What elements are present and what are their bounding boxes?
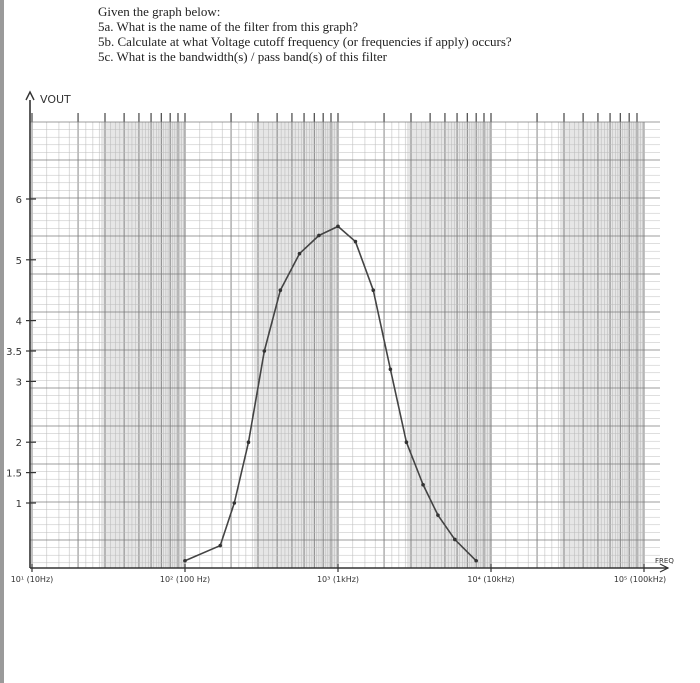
- data-point: [336, 225, 340, 229]
- x-tick-label: 10⁴ (10kHz): [467, 575, 515, 584]
- data-point: [453, 538, 457, 542]
- x-axis-label: FREQ: [655, 557, 674, 565]
- y-tick-label: 4: [15, 316, 22, 328]
- x-tick-label: 10³ (1kHz): [316, 575, 360, 584]
- data-point: [371, 288, 375, 292]
- data-point: [218, 544, 222, 548]
- question-5a: 5a. What is the name of the filter from this graph?: [98, 19, 359, 34]
- data-point: [389, 367, 393, 371]
- data-point: [405, 440, 409, 444]
- question-5c: 5c. What is the bandwidth(s) / pass band(s) of this filter: [98, 49, 387, 64]
- data-point: [263, 349, 267, 353]
- y-tick-label: 6: [15, 195, 22, 206]
- y-tick-label: 3: [15, 377, 22, 389]
- data-point: [232, 501, 236, 505]
- data-point: [436, 513, 440, 517]
- grid: [30, 113, 660, 568]
- question-5b: 5b. Calculate at what Voltage cutoff frequency (or frequencies if apply) occurs?: [98, 34, 512, 49]
- y-axis-label: VOUT: [40, 93, 71, 106]
- y-tick-label: 5: [15, 255, 22, 267]
- question-intro: Given the graph below:: [98, 4, 221, 19]
- x-tick-label: 10¹ (10Hz): [10, 575, 54, 584]
- data-point: [421, 483, 425, 487]
- data-point: [183, 559, 187, 563]
- data-point: [354, 240, 358, 244]
- data-point: [298, 252, 302, 256]
- y-tick-label: 3.5: [6, 347, 22, 358]
- data-point: [317, 234, 321, 238]
- x-tick-label: 10⁵ (100kHz): [613, 575, 667, 584]
- y-tick-label: 1: [15, 499, 22, 510]
- data-point: [247, 440, 251, 444]
- data-point: [474, 559, 478, 563]
- y-axis-arrow-icon: [26, 92, 34, 100]
- x-tick-label: 10² (100 Hz): [159, 575, 211, 584]
- y-tick-label: 2: [15, 438, 22, 450]
- y-tick-label: 1.5: [6, 468, 22, 480]
- data-point: [279, 288, 283, 292]
